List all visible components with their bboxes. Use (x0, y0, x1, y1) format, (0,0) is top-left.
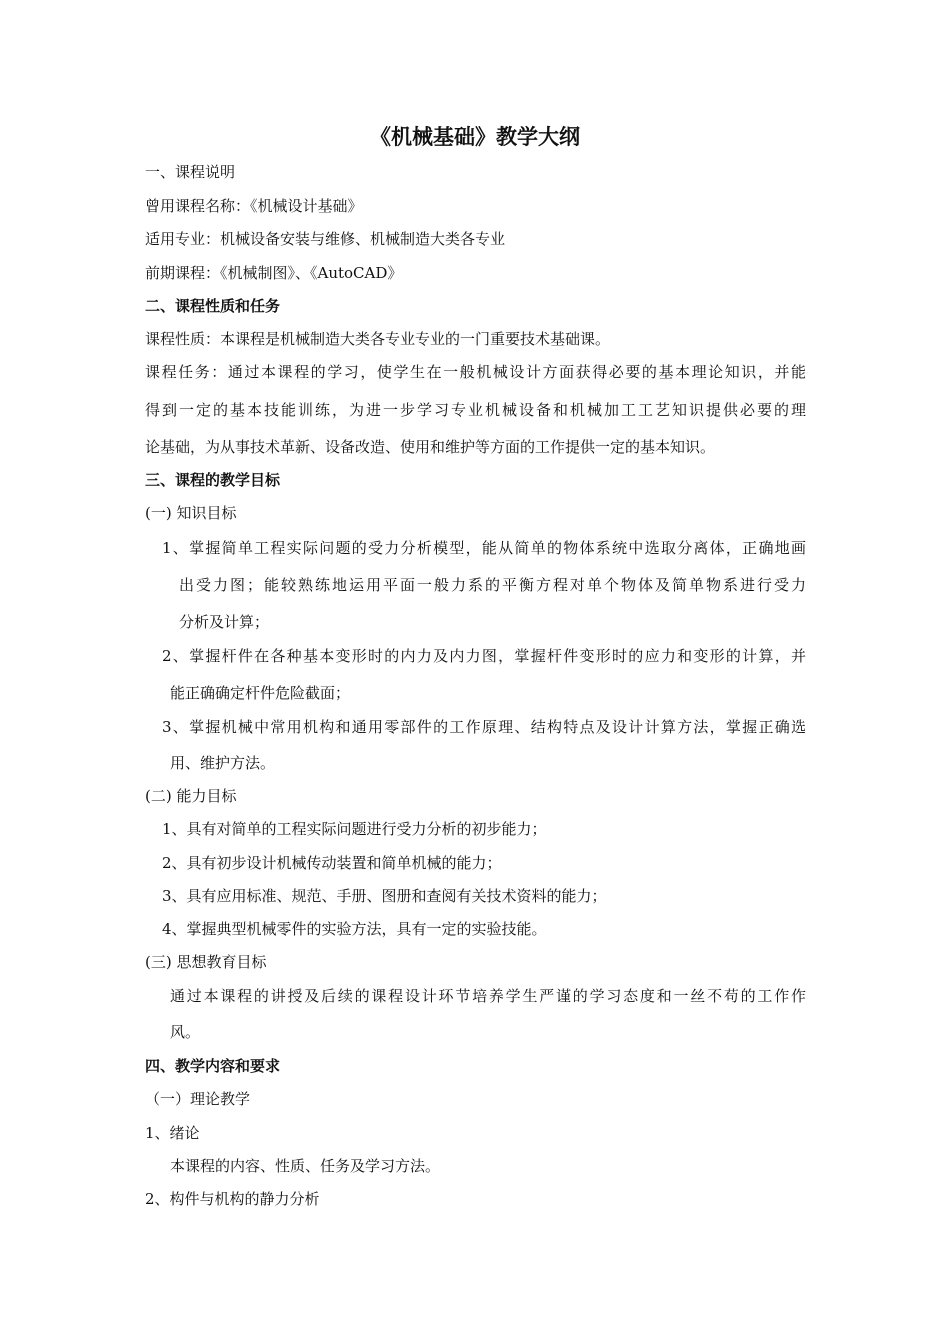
list-item: 1、具有对简单的工程实际问题进行受力分析的初步能力； (162, 820, 547, 838)
paragraph-line: 得到一定的基本技能训练，为进一步学习专业机械设备和机械加工工艺知识提供必要的理 (145, 401, 806, 419)
list-item: 1、绪论 (145, 1124, 200, 1142)
paragraph-line: 曾用课程名称：《机械设计基础》 (145, 197, 363, 215)
list-item-line: 出受力图；能较熟练地运用平面一般力系的平衡方程对单个物体及简单物系进行受力 (179, 576, 806, 594)
paragraph-line: 本课程的内容、性质、任务及学习方法。 (170, 1157, 441, 1175)
paragraph-line: 课程任务：通过本课程的学习，使学生在一般机械设计方面获得必要的基本理论知识，并能 (145, 363, 806, 381)
document-title: 《机械基础》教学大纲 (370, 124, 580, 149)
subsection-heading: （一）理论教学 (145, 1090, 251, 1108)
section-heading: 三、课程的教学目标 (145, 471, 281, 489)
list-item: 2、构件与机构的静力分析 (145, 1190, 320, 1208)
subsection-heading: (二) 能力目标 (145, 787, 237, 805)
list-item-line: 用、维护方法。 (170, 754, 276, 772)
paragraph-line: 论基础，为从事技术革新、设备改造、使用和维护等方面的工作提供一定的基本知识。 (145, 438, 716, 456)
list-item-line: 能正确确定杆件危险截面； (170, 684, 351, 702)
list-item: 2、具有初步设计机械传动装置和简单机械的能力； (162, 854, 502, 872)
subsection-heading: (一) 知识目标 (145, 504, 237, 522)
list-item-line: 2、掌握杆件在各种基本变形时的内力及内力图，掌握杆件变形时的应力和变形的计算，并 (162, 647, 806, 665)
list-item: 3、具有应用标准、规范、手册、图册和查阅有关技术资料的能力； (162, 887, 607, 905)
paragraph-line: 通过本课程的讲授及后续的课程设计环节培养学生严谨的学习态度和一丝不苟的工作作 (170, 987, 806, 1005)
section-heading: 四、教学内容和要求 (145, 1057, 281, 1075)
list-item-line: 3、掌握机械中常用机构和通用零部件的工作原理、结构特点及设计计算方法，掌握正确选 (162, 718, 806, 736)
list-item-line: 分析及计算； (179, 613, 270, 631)
paragraph-line: 适用专业：机械设备安装与维修、机械制造大类各专业 (145, 230, 506, 248)
paragraph-line: 前期课程：《机械制图》、《AutoCAD》 (145, 264, 403, 282)
paragraph-line: 课程性质：本课程是机械制造大类各专业专业的一门重要技术基础课。 (145, 330, 611, 348)
section-heading: 二、课程性质和任务 (145, 297, 281, 315)
section-heading: 一、课程说明 (145, 163, 236, 181)
list-item-line: 1、掌握简单工程实际问题的受力分析模型，能从简单的物体系统中选取分离体，正确地画 (162, 539, 806, 557)
paragraph-line: 风。 (170, 1023, 201, 1041)
list-item: 4、掌握典型机械零件的实验方法，具有一定的实验技能。 (162, 920, 547, 938)
subsection-heading: (三) 思想教育目标 (145, 953, 267, 971)
